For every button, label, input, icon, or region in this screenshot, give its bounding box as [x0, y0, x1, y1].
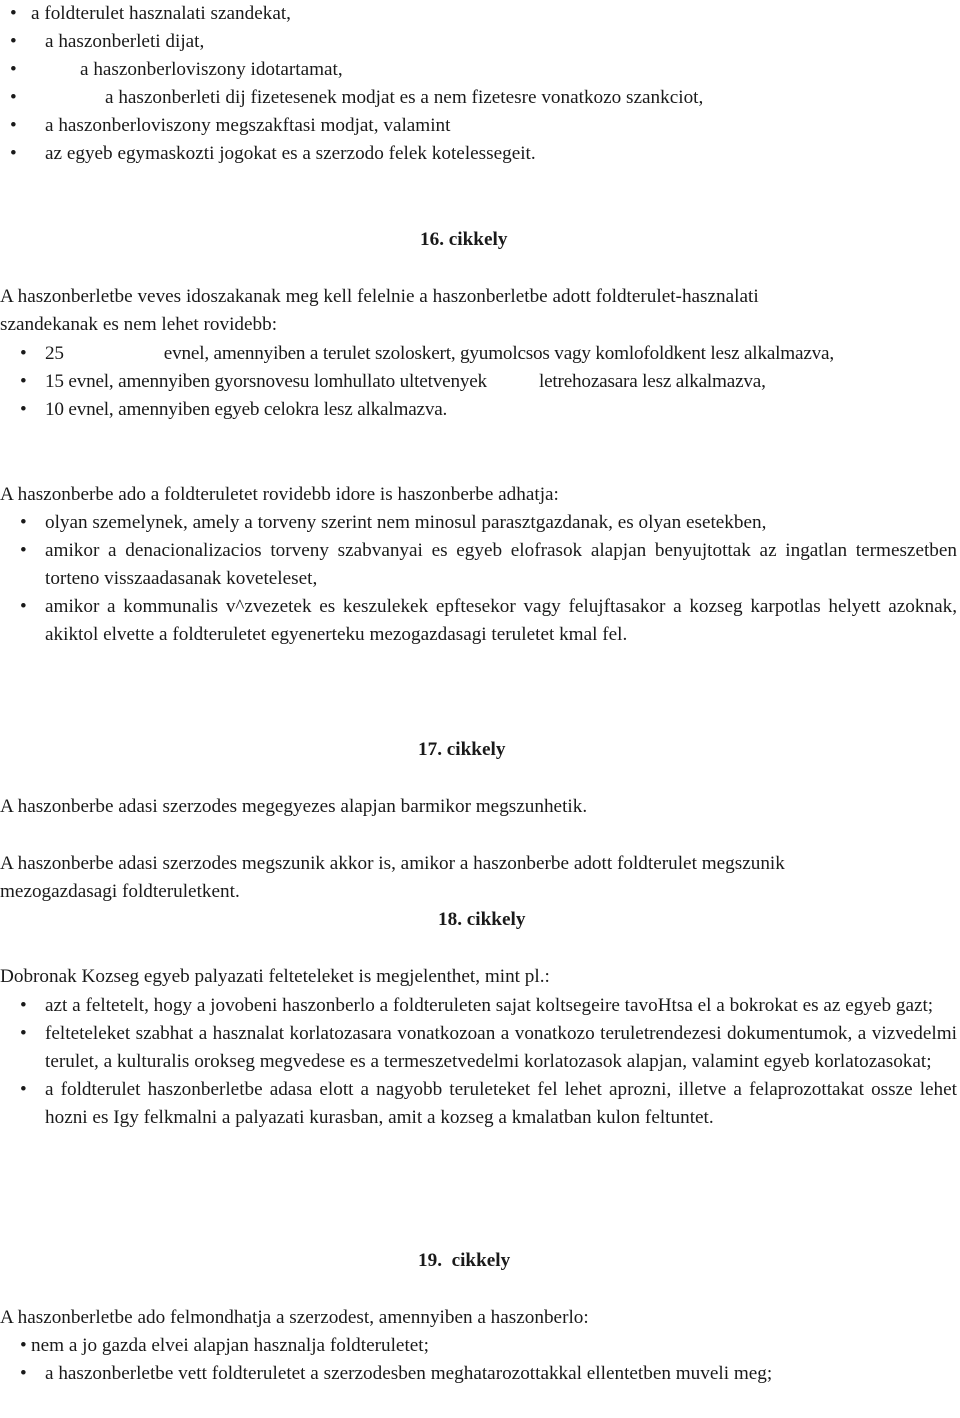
section-16-para-2: A haszonberbe ado a foldteruletet rovidebb idore is haszonberbe adhatja: — [0, 484, 559, 505]
section-17-para-2: A haszonberbe adasi szerzodes megszunik akkor is, amikor a haszonberbe adott foldterulet megszunik mezogazdasagi foldteruletkent. — [0, 853, 785, 902]
section-16-list-2 — [0, 509, 957, 649]
section-16-title: 16. cikkely — [420, 229, 508, 250]
list-item: • a haszonberleti dij fizetesenek modjat es a nem fizetesre vonatkozo szankciot, — [0, 84, 957, 112]
list-item: • felteteleket szabhat a hasznalat korlatozasara vonatkozoan a vonatkozo teruletrendezesi dokumentumok, a vizvedelmi terulet, a kulturalis orokseg megvedese es a termeszetvedelmi korlatozasok alapjan, valamint egyeb korlatozasokat; — [0, 1020, 957, 1076]
list-item: • a foldterulet haszonberletbe adasa elott a nagyobb teruleteket fel lehet aprozni, illetve a felaprozottakat osszе lehet hozni es Igy felkmalni a palyazati kurasban, amit a kozseg a kmalatban kulon feltuntet. — [0, 1076, 957, 1132]
section-17-para-1: A haszonberbe adasi szerzodes megegyezes alapjan barmikor megszunhetik. — [0, 796, 588, 817]
list-item: • a haszonberletbe vett foldteruletet a szerzodesben meghatarozottakkal ellentetben muveli meg; — [0, 1360, 957, 1388]
list-item: • olyan szemelynek, amely a torveny szerint nem minosul parasztgazdanak, es olyan esetekben, — [0, 509, 957, 537]
section-18-list — [0, 992, 957, 1132]
section-19-title: 19. cikkely — [418, 1250, 511, 1271]
section-16-list-1 — [0, 340, 957, 424]
list-item: • a haszonberleti dijat, — [0, 28, 957, 56]
list-item: • 15 evnel, amennyiben gyorsnovesu lomhullato ultetvenyek letrehozasara lesz alkalmazva, — [0, 368, 957, 396]
section-19-list — [0, 1332, 957, 1388]
list-item: • a foldterulet hasznalati szandekat, — [0, 0, 957, 28]
list-item: • 10 evnel, amennyiben egyeb celokra lesz alkalmazva. — [0, 396, 957, 424]
list-item: • amikor a denacionalizacios torveny szabvanyai es egyeb elofrasok alapjan benyujtottak az ingatlan termeszetben torteno visszaadasanak koveteleset, — [0, 537, 957, 593]
list-item: • a haszonberloviszony megszakftasi modjat, valamint — [0, 112, 957, 140]
section-18-title: 18. cikkely — [438, 909, 526, 930]
section-19-para-1: A haszonberletbe ado felmondhatja a szerzodest, amennyiben a haszonberlo: — [0, 1307, 589, 1328]
list-item: • amikor a kommunalis v^zvezetek es keszulekek epftesekor vagy felujftasakor a kozseg karpotlas helyett azoknak, akiktol elvette a foldteruletet egyenerteku mezogazdasagi teruletet kmal fel. — [0, 593, 957, 649]
section-17-title: 17. cikkely — [418, 739, 506, 760]
list-item: • nem a jo gazda elvei alapjan hasznalja foldteruletet; — [0, 1332, 957, 1360]
list-item: • azt a feltetelt, hogy a jovobeni haszonberlo a foldteruleten sajat koltsegeire tavoHtsa el a bokrokat es az egyeb gazt; — [0, 992, 957, 1020]
section-18-para-1: Dobronak Kozseg egyeb palyazati felteteleket is megjelenthet, mint pl.: — [0, 966, 550, 987]
list-item: • a haszonberloviszony idotartamat, — [0, 56, 957, 84]
intro-list — [0, 0, 957, 168]
list-item: • az egyeb egymaskozti jogokat es a szerzodo felek kotelessegeit. — [0, 140, 957, 168]
list-item: • 25 evnel, amennyiben a terulet szoloskert, gyumolcsos vagy komlofoldkent lesz alkalmazva, — [0, 340, 957, 368]
section-16-para-1: A haszonberletbe veves idoszakanak meg kell felelnie a haszonberletbe adott foldterulet-hasznalati szandekanak es nem lehet rovidebb: — [0, 286, 759, 335]
